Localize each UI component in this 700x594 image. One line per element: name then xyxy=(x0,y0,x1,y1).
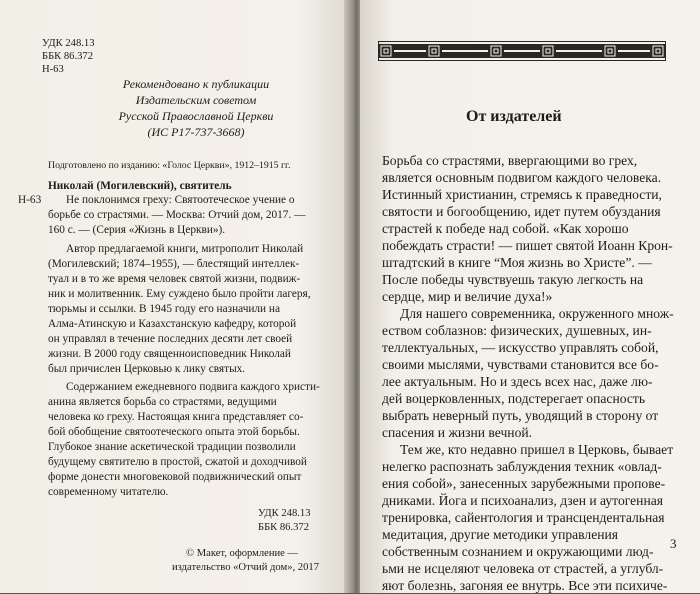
text-line: ения собой», занесенных зарубежными пропове- xyxy=(382,476,666,491)
bib-line: борьбе со страстями. — Москва: Отчий дом, 2017. — xyxy=(48,209,306,221)
annotation-line: тюрьмы и ссылки. В 1945 году его назначили на xyxy=(48,303,280,315)
annotation-line: анина является борьба со страстями, ведущими xyxy=(48,396,277,408)
text-line: ьми не исцеляют человека от страстей, а углубл- xyxy=(382,561,664,576)
author-sign-top: Н-63 xyxy=(42,64,64,75)
text-line: Истинный христианин, стремясь к праведности, xyxy=(382,187,662,202)
copyright-line: © Макет, оформление — xyxy=(186,548,299,559)
text-line: побеждать страсти! — пишет святой Иоанн Крон- xyxy=(382,238,673,253)
text-line: спасения и жизни вечной. xyxy=(382,425,533,440)
text-line: яют болезнь, загоняя ее внутрь. Все эти психиче- xyxy=(382,578,668,593)
annotation-line: Глубокое знание аскетической традиции позволили xyxy=(48,441,296,453)
copyright-line: издательство «Отчий дом», 2017 xyxy=(172,562,319,573)
text-line: теллектуальных, — искусство управлять собой, xyxy=(382,340,659,355)
annotation-line: ник и молитвенник. Ему суждено было пройти лагеря, xyxy=(48,288,311,300)
text-line: тренировка, сайентология и трансцендентальная xyxy=(382,510,665,525)
bbk-top: ББК 86.372 xyxy=(42,51,94,62)
text-line: Тем же, кто недавно пришел в Церковь, бывает xyxy=(400,442,674,457)
annotation-line: он управлял в течение последних десяти лет своей xyxy=(48,333,293,345)
udk-top: УДК 248.13 xyxy=(42,38,95,49)
page-number: 3 xyxy=(670,536,677,551)
text-line: сердце, мир и величие духа!» xyxy=(382,289,553,304)
text-line: собственным сознанием и окружающими люд- xyxy=(382,544,654,559)
annotation-line: современному читателю. xyxy=(48,486,169,498)
annotation-line: Содержанием ежедневного подвига каждого христи- xyxy=(66,381,320,393)
bib-line: Не поклонимся греху: Святоотеческое учение о xyxy=(66,194,295,206)
bbk-bottom: ББК 86.372 xyxy=(258,522,310,533)
ornament-band xyxy=(378,41,666,61)
annotation-line: бой обобщение святоотеческого опыта этой борьбы. xyxy=(48,426,300,438)
annotation-line: жизни. В 2000 году священноисповедник Николай xyxy=(48,348,291,360)
text-line: своими мыслями, чувствами становится все бо- xyxy=(382,357,659,372)
bib-line: 160 с. — (Серия «Жизнь в Церкви»). xyxy=(48,224,226,236)
text-line: дниками. Йога и психоанализ, дзен и аутогенная xyxy=(382,493,664,508)
text-line: Для нашего современника, окруженного множ- xyxy=(400,306,674,321)
annotation-line: (Могилевский; 1874–1955), — блестящий интеллек- xyxy=(48,258,300,270)
annotation-line: Алма-Атинскую и Казахстанскую кафедру, которой xyxy=(48,318,297,330)
text-line: святости и богообщению, идет путем обуздания xyxy=(382,204,661,219)
recommend-line: Рекомендовано к публикации xyxy=(122,77,270,91)
author-sign: Н-63 xyxy=(18,194,42,206)
page-title: От издателей xyxy=(466,108,562,125)
author-heading: Николай (Могилевский), святитель xyxy=(48,180,232,192)
text-line: страстей к победе над собой. «Как хорошо xyxy=(382,221,629,236)
annotation-line: форме донести многовековой подвижнический опыт xyxy=(48,471,302,483)
text-line: нелегко распознать заблуждения техник «овлад- xyxy=(382,459,662,474)
text-line: выбрать неверный путь, уводящий в сторону от xyxy=(382,408,659,423)
prepared-note: Подготовлено по изданию: «Голос Церкви», 1912–1915 гг. xyxy=(48,160,291,171)
text-line: еством соблазнов: физических, душевных, ин- xyxy=(382,323,652,338)
text-line: штадтский в книге “Моя жизнь во Христе”. — xyxy=(382,255,652,270)
recommend-line: Издательским советом xyxy=(135,93,257,107)
annotation-line: Автор предлагаемой книги, митрополит Николай xyxy=(66,243,304,255)
text-line: медитация, другие методики управления xyxy=(382,527,619,542)
recommend-line: (ИС Р17-737-3668) xyxy=(147,125,245,139)
text-line: После победы чувствуешь такую легкость на xyxy=(382,272,644,287)
annotation-line: человека ко греху. Настоящая книга представляет со- xyxy=(48,411,304,423)
udk-bottom: УДК 248.13 xyxy=(258,508,311,519)
text-line: дей воцерковленных, подстерегает опасность xyxy=(382,391,646,406)
recommend-line: Русской Православной Церкви xyxy=(118,109,274,123)
text-line: лее актуальным. Но и здесь всех нас, даже лю- xyxy=(382,374,653,389)
text-line: Борьба со страстями, ввергающими во грех, xyxy=(382,153,638,168)
text-line: является основным подвигом каждого человека. xyxy=(382,170,662,185)
annotation-line: будущему святителю в простой, сжатой и доходчивой xyxy=(48,456,307,468)
annotation-line: был причислен Церковью к лику святых. xyxy=(48,363,246,375)
annotation-line: туал и в то же время человек святой жизни, подвиж- xyxy=(48,273,301,285)
